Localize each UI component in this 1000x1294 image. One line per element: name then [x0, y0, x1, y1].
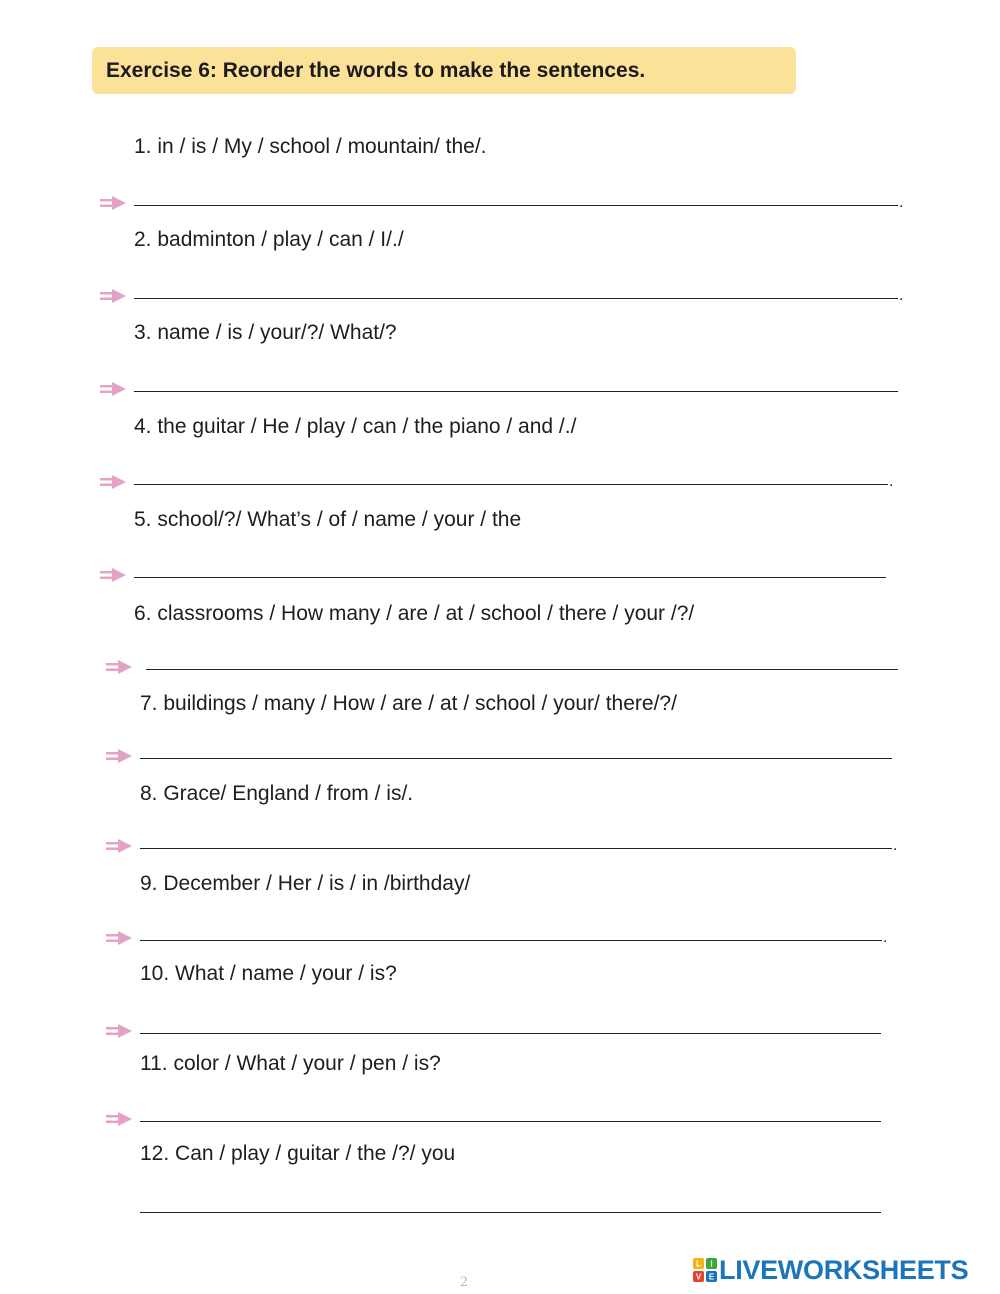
answer-line[interactable] — [140, 940, 882, 941]
answer-line[interactable] — [140, 1212, 881, 1213]
line-end-punctuation: . — [899, 194, 904, 211]
line-end-punctuation: . — [899, 287, 904, 304]
answer-line[interactable] — [140, 758, 892, 759]
answer-line[interactable] — [140, 1121, 881, 1122]
answer-line[interactable] — [134, 205, 898, 206]
exercise-item-text: 7. buildings / many / How / are / at / school / your/ there/?/ — [140, 692, 677, 715]
exercise-title: Exercise 6: Reorder the words to make the sentences. — [106, 59, 646, 82]
answer-line[interactable] — [146, 669, 898, 670]
svg-text:L: L — [696, 1259, 701, 1269]
exercise-item-text: 1. in / is / My / school / mountain/ the/. — [134, 135, 487, 158]
line-end-punctuation: . — [883, 929, 888, 946]
line-end-punctuation: . — [889, 473, 894, 490]
exercise-header — [92, 47, 796, 94]
exercise-item-text: 5. school/?/ What’s / of / name / your / the — [134, 508, 522, 531]
arrow-right-icon — [100, 289, 126, 303]
arrow-right-icon — [100, 568, 126, 582]
exercise-item-text: 12. Can / play / guitar / the /?/ you — [140, 1142, 456, 1165]
liveworksheets-wordmark: LIVEWORKSHEETS — [719, 1255, 969, 1285]
answer-line[interactable] — [140, 1033, 881, 1034]
answer-line[interactable] — [134, 577, 886, 578]
exercise-item-text: 11. color / What / your / pen / is? — [140, 1052, 441, 1075]
exercise-item-text: 3. name / is / your/?/ What/? — [134, 321, 397, 344]
arrow-right-icon — [106, 1024, 132, 1038]
line-end-punctuation: . — [893, 837, 898, 854]
svg-text:E: E — [708, 1272, 715, 1282]
arrow-right-icon — [100, 475, 126, 489]
exercise-item-text: 4. the guitar / He / play / can / the piano / and /./ — [134, 415, 577, 438]
answer-line[interactable] — [134, 391, 898, 392]
arrow-right-icon — [106, 660, 132, 674]
exercise-item-text: 2. badminton / play / can / I/./ — [134, 228, 404, 251]
arrow-right-icon — [106, 749, 132, 763]
answer-line[interactable] — [134, 484, 888, 485]
exercise-item-text: 9. December / Her / is / in /birthday/ — [140, 872, 471, 895]
answer-line[interactable] — [134, 298, 898, 299]
arrow-right-icon — [100, 196, 126, 210]
arrow-right-icon — [100, 382, 126, 396]
arrow-right-icon — [106, 839, 132, 853]
liveworksheets-icon — [693, 1258, 717, 1282]
answer-line[interactable] — [140, 848, 892, 849]
svg-text:V: V — [695, 1272, 702, 1282]
exercise-item-text: 6. classrooms / How many / are / at / school / there / your /?/ — [134, 602, 695, 625]
svg-text:I: I — [710, 1259, 713, 1269]
arrow-right-icon — [106, 1112, 132, 1126]
page-number: 2 — [460, 1274, 468, 1290]
exercise-item-text: 8. Grace/ England / from / is/. — [140, 782, 414, 805]
exercise-item-text: 10. What / name / your / is? — [140, 962, 397, 985]
arrow-right-icon — [106, 931, 132, 945]
